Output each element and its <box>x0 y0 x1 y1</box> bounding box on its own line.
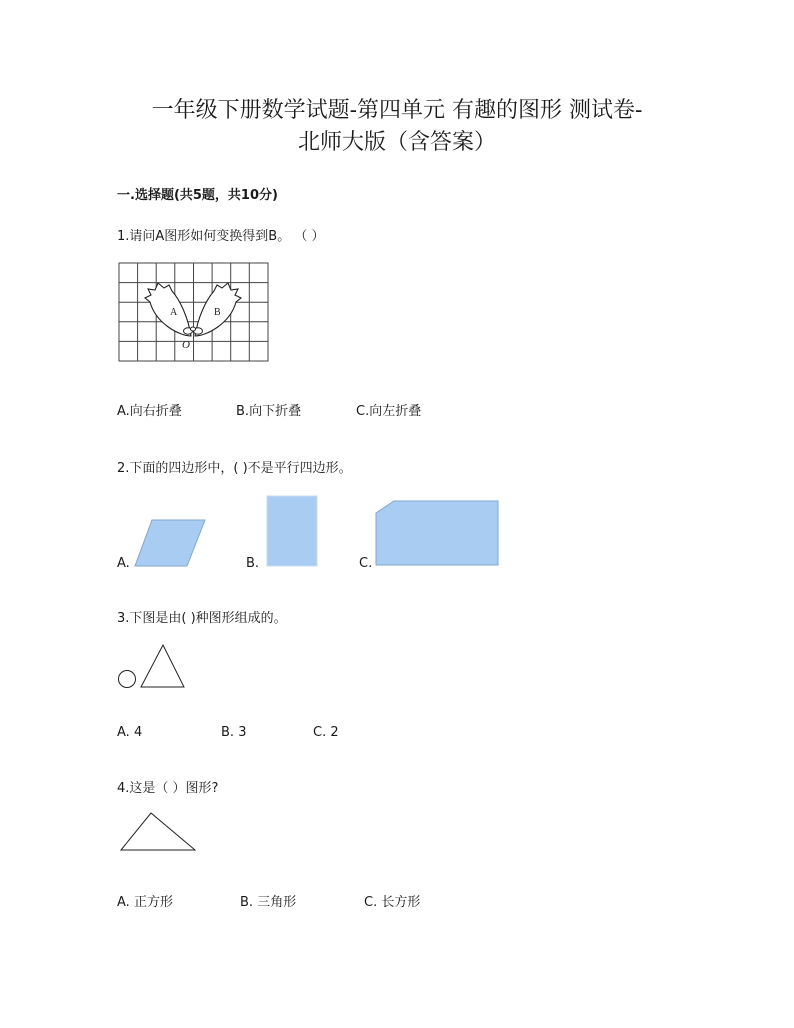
question-2-number: 2. <box>117 461 130 476</box>
section-heading: 一.选择题(共5题，共10分) <box>117 188 278 203</box>
rectangle-shape <box>267 496 317 566</box>
question-3-figure <box>116 642 188 690</box>
question-2 <box>117 457 352 476</box>
question-3-text: 下图是由( )种图形组成的。 <box>129 611 287 626</box>
question-4-option-b[interactable]: B. 三角形 <box>240 895 297 910</box>
question-4 <box>117 777 218 796</box>
question-1-number: 1. <box>117 229 130 244</box>
question-2-shape-a <box>133 518 207 568</box>
question-2-text: 下面的四边形中，( )不是平行四边形。 <box>129 461 352 476</box>
question-3-option-a[interactable]: A. 4 <box>117 725 143 740</box>
question-1-option-c[interactable]: C.向左折叠 <box>356 404 422 419</box>
label-o: O <box>182 339 190 351</box>
obtuse-triangle-shape <box>121 813 195 850</box>
question-3-option-c[interactable]: C. 2 <box>313 725 339 740</box>
parallelogram-shape <box>135 520 205 566</box>
question-1 <box>117 225 324 244</box>
page-title-line-2: 北师大版（含答案） <box>297 130 496 155</box>
petal-a-shape <box>145 283 191 336</box>
question-1-option-a[interactable]: A.向右折叠 <box>117 404 182 419</box>
question-4-figure <box>119 810 199 854</box>
question-4-option-a[interactable]: A. 正方形 <box>117 895 173 910</box>
page-title-line-1: 一年级下册数学试题-第四单元 有趣的图形 测试卷- <box>151 98 643 123</box>
question-3 <box>117 607 287 626</box>
question-2-option-c-label[interactable]: C. <box>359 556 373 571</box>
question-2-option-b-label[interactable]: B. <box>246 556 260 571</box>
label-b: B <box>214 307 221 318</box>
question-1-figure <box>118 262 270 364</box>
question-4-number: 4. <box>117 781 130 796</box>
pentagon-shape <box>376 501 498 565</box>
circle-shape <box>119 671 136 688</box>
label-a: A <box>170 307 178 318</box>
question-3-option-b[interactable]: B. 3 <box>221 725 247 740</box>
question-2-shape-c <box>374 499 500 567</box>
grid-lines <box>119 263 268 361</box>
question-4-text: 这是（ ）图形? <box>129 781 219 796</box>
question-3-number: 3. <box>117 611 130 626</box>
question-1-text: 请问A图形如何变换得到B。 （ ） <box>129 229 325 244</box>
question-2-option-a-label[interactable]: A. <box>117 556 130 571</box>
triangle-shape <box>141 645 184 687</box>
question-4-option-c[interactable]: C. 长方形 <box>364 895 421 910</box>
question-2-shape-b <box>266 495 318 567</box>
question-1-option-b[interactable]: B.向下折叠 <box>236 404 302 419</box>
